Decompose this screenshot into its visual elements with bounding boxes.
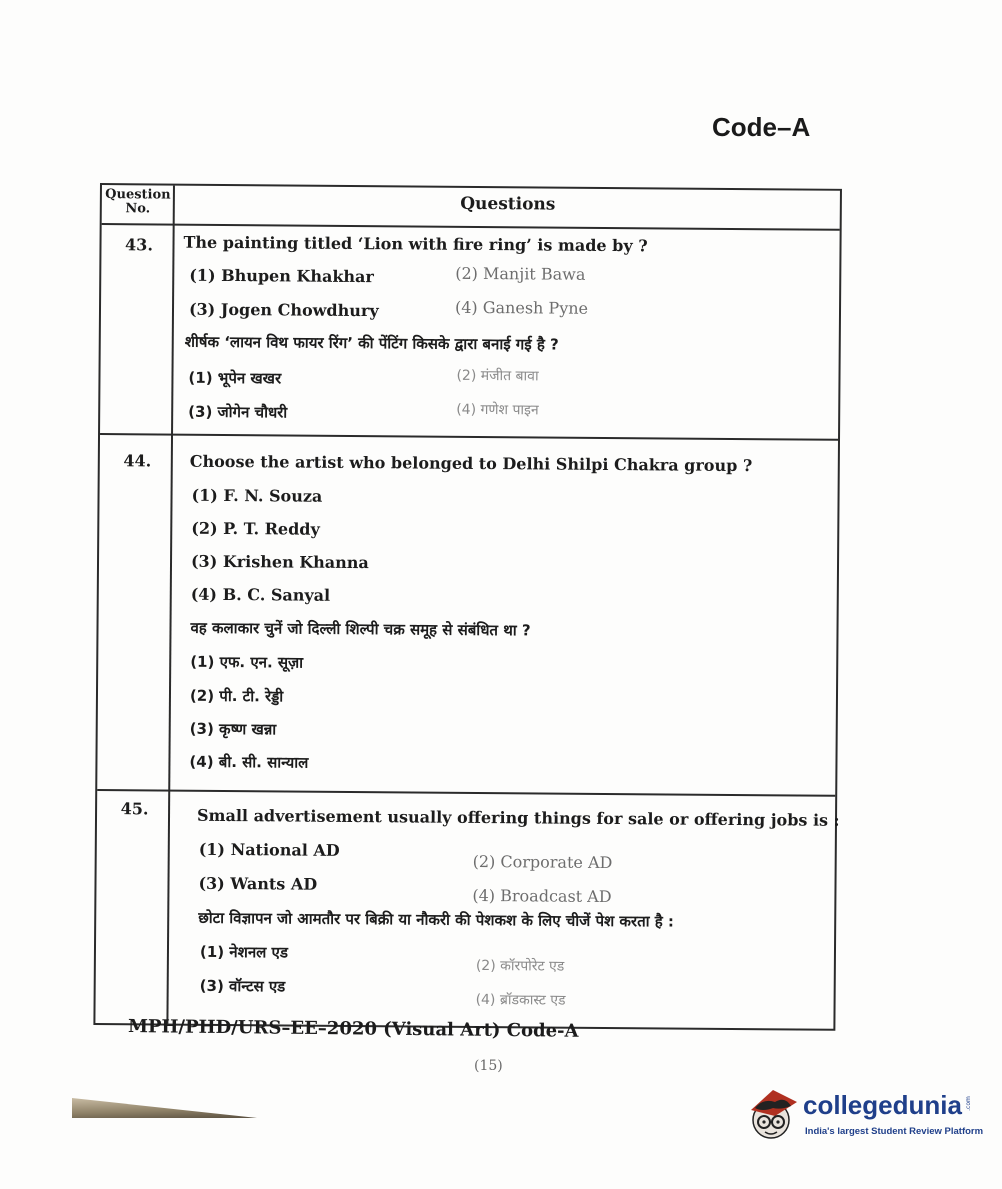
page-number: (15) bbox=[474, 1058, 503, 1074]
option-1: (1) National AD bbox=[198, 839, 340, 860]
option-1: (1) Bhupen Khakhar bbox=[189, 265, 374, 287]
brand-domain: .com bbox=[964, 1096, 972, 1111]
question-number: 45. bbox=[120, 799, 149, 819]
paper-code: Code–A bbox=[712, 112, 811, 142]
hindi-option-2: (2) पी. टी. रेड्डी bbox=[189, 686, 284, 706]
row-divider bbox=[97, 789, 835, 797]
footer-code-line: MPH/PHD/URS–EE–2020 (Visual Art) Code-A bbox=[127, 1016, 579, 1042]
column-divider bbox=[166, 186, 175, 1024]
page-edge-shadow bbox=[72, 1098, 257, 1118]
hindi-option-3: (3) वॉन्टस एड bbox=[199, 976, 286, 996]
option-4: (4) B. C. Sanyal bbox=[190, 584, 331, 605]
header-question-no: Question No. bbox=[105, 187, 171, 217]
hindi-option-1: (1) नेशनल एड bbox=[199, 942, 288, 962]
option-3: (3) Krishen Khanna bbox=[190, 551, 369, 573]
brand-name: collegedunia bbox=[803, 1090, 962, 1120]
option-2: (2) P. T. Reddy bbox=[191, 518, 320, 539]
brand-tagline: India's largest Student Review Platform bbox=[805, 1126, 984, 1137]
hindi-option-4: (4) बी. सी. सान्याल bbox=[189, 752, 309, 772]
option-2: (2) Corporate AD bbox=[472, 851, 613, 873]
header-questions: Questions bbox=[460, 193, 556, 215]
collegedunia-watermark bbox=[745, 1080, 985, 1150]
question-text-en: Choose the artist who belonged to Delhi Shilpi Chakra group ? bbox=[189, 451, 753, 476]
question-text-hi: वह कलाकार चुनें जो दिल्ली शिल्पी चक्र समूह से संबंधित था ? bbox=[190, 618, 531, 640]
question-text-en: Small advertisement usually offering things for sale or offering jobs is : bbox=[196, 805, 840, 830]
question-table bbox=[93, 183, 840, 1029]
hindi-option-1: (1) भूपेन खखर bbox=[188, 368, 282, 388]
option-4: (4) Ganesh Pyne bbox=[454, 297, 589, 318]
option-4: (4) Broadcast AD bbox=[472, 885, 612, 907]
question-number: 44. bbox=[123, 451, 152, 471]
hindi-option-2: (2) कॉरपोरेट एड bbox=[475, 957, 565, 975]
question-text-en: The painting titled ‘Lion with fire ring’ is made by ? bbox=[183, 232, 648, 256]
question-number: 43. bbox=[125, 235, 154, 255]
hindi-option-2: (2) मंजीत बावा bbox=[456, 367, 539, 385]
option-2: (2) Manjit Bawa bbox=[455, 263, 586, 284]
option-3: (3) Jogen Chowdhury bbox=[188, 299, 379, 321]
mascot-logo-icon bbox=[745, 1080, 801, 1148]
hindi-option-4: (4) ब्रॉडकास्ट एड bbox=[475, 991, 566, 1009]
table-border bbox=[93, 183, 842, 1031]
table-header bbox=[102, 185, 840, 231]
hindi-option-1: (1) एफ. एन. सूज़ा bbox=[190, 652, 304, 672]
hindi-option-3: (3) कृष्ण खन्ना bbox=[189, 719, 277, 739]
option-3: (3) Wants AD bbox=[198, 873, 318, 894]
row-divider bbox=[100, 433, 838, 441]
hindi-option-3: (3) जोगेन चौधरी bbox=[188, 402, 288, 422]
option-1: (1) F. N. Souza bbox=[191, 485, 323, 506]
question-text-hi: छोटा विज्ञापन जो आमतौर पर बिक्री या नौकरी की पेशकश के लिए चीजें पेश करता है : bbox=[198, 908, 675, 931]
hindi-option-4: (4) गणेश पाइन bbox=[456, 401, 539, 419]
question-text-hi: शीर्षक ‘लायन विथ फायर रिंग’ की पेंटिंग किसके द्वारा बनाई गई है ? bbox=[184, 332, 559, 354]
